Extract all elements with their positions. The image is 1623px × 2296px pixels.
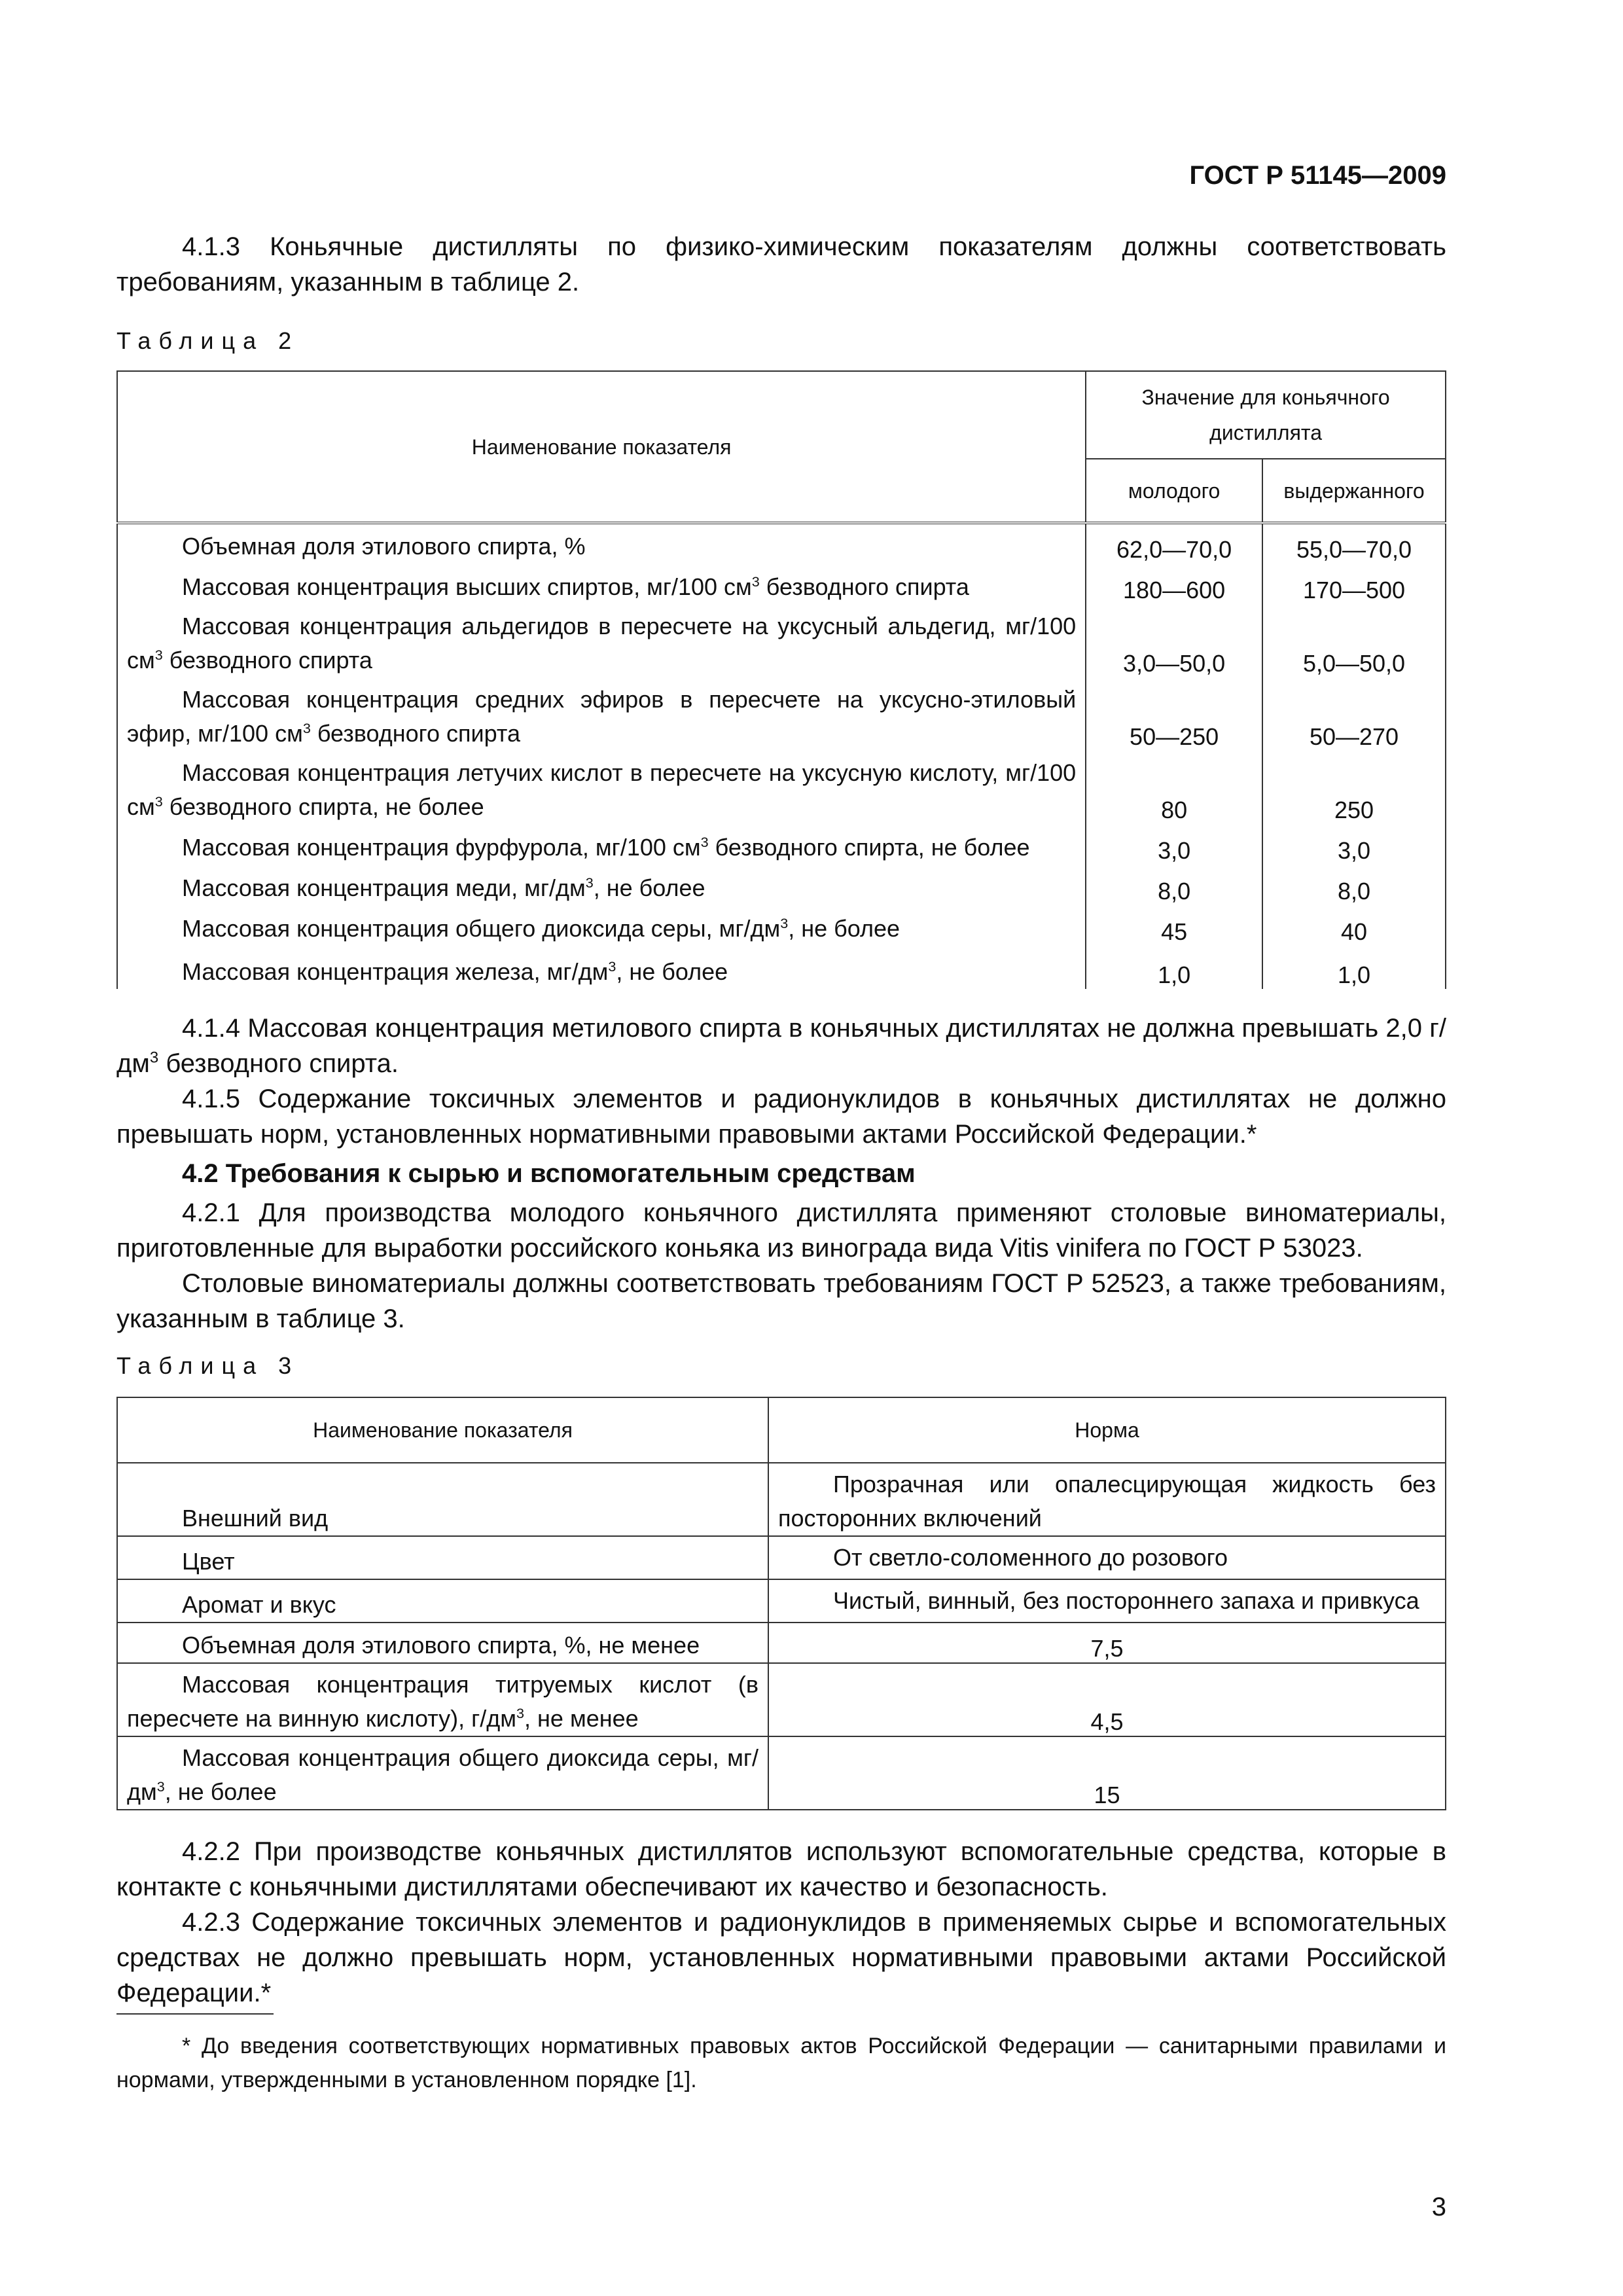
value-aged: 40 <box>1262 905 1446 946</box>
paragraph-4-2-2: 4.2.2 При производстве коньячных дистиллятов используют вспомогательные средства, которые в контакте с коньячными дистиллятами обеспечивают их качество и безопасность. <box>116 1837 1446 1901</box>
value-aged: 3,0 <box>1262 824 1446 865</box>
value-young: 45 <box>1086 905 1262 946</box>
table3-caption: Таблица 3 <box>116 1352 300 1379</box>
table-row <box>117 1579 1446 1623</box>
indicator-name: Массовая концентрация общего диоксида серы, $мг/дм^3$, не более <box>117 905 1086 946</box>
page-number: 3 <box>1431 2193 1446 2221</box>
footnote: * До введения соответствующих нормативных правовых актов Российской Федерации — санитарными правилами и нормами, утвержденными в установленном порядке [1]. <box>116 2034 1446 2092</box>
indicator-name: Массовая концентрация железа, $мг/дм^3$, не более <box>117 946 1086 989</box>
table-row <box>117 1536 1446 1579</box>
paragraph-4-2-1: 4.2.1 Для производства молодого коньячного дистиллята применяют столовые виноматериалы, приготовленные для выработки российского коньяка из винограда вида Vitis vinifera по ГОСТ Р 53023. <box>116 1198 1446 1263</box>
table-row <box>117 1623 1446 1663</box>
norm-value: 7,5 <box>768 1623 1446 1663</box>
norm-value: Прозрачная или опалесцирующая жидкость без посторонних включений <box>768 1463 1446 1536</box>
norm-value: 4,5 <box>768 1663 1446 1736</box>
footnote-separator <box>116 2013 274 2015</box>
document-header: ГОСТ Р 51145—2009 <box>1189 161 1446 190</box>
table3-header-name: Наименование показателя <box>117 1397 768 1463</box>
indicator-name: Массовая концентрация фурфурола, мг/100 $см^3$ безводного спирта, не более <box>117 824 1086 865</box>
table-row <box>117 1463 1446 1536</box>
document-page <box>116 0 1446 2296</box>
value-young: 3,0—50,0 <box>1086 604 1262 677</box>
value-young: 80 <box>1086 751 1262 824</box>
value-young: 1,0 <box>1086 946 1262 989</box>
table-row <box>117 824 1446 865</box>
indicator-name: Аромат и вкус <box>117 1579 768 1623</box>
table-row <box>117 564 1446 604</box>
table-row <box>117 865 1446 905</box>
value-aged: 50—270 <box>1262 677 1446 751</box>
table-row <box>117 677 1446 751</box>
paragraph-4-1-4: 4.1.4 Массовая концентрация метилового спирта в коньячных дистиллятах не должна превышать 2,0 $г/дм^3$ безводного спирта. <box>116 1014 1446 1078</box>
table2-caption: Таблица 2 <box>116 327 300 354</box>
indicator-name: Массовая концентрация общего диоксида серы, $мг/дм^3$, не более <box>117 1736 768 1810</box>
table-2 <box>116 370 1446 989</box>
value-aged: 5,0—50,0 <box>1262 604 1446 677</box>
table2-header-aged: выдержанного <box>1262 459 1446 523</box>
value-aged: 8,0 <box>1262 865 1446 905</box>
indicator-name: Объемная доля этилового спирта, %, не менее <box>117 1623 768 1663</box>
indicator-name: Цвет <box>117 1536 768 1579</box>
indicator-name: Массовая концентрация средних эфиров в пересчете на уксусно-этиловый эфир, мг/100 $см^3$ безводного спирта <box>117 677 1086 751</box>
table-row <box>117 1736 1446 1810</box>
value-young: 50—250 <box>1086 677 1262 751</box>
heading-4-2: 4.2 Требования к сырью и вспомогательным средствам <box>182 1159 916 1188</box>
table-row <box>117 751 1446 824</box>
value-young: 62,0—70,0 <box>1086 523 1262 564</box>
table-row <box>117 946 1446 989</box>
paragraph-4-1-5: 4.1.5 Содержание токсичных элементов и радионуклидов в коньячных дистиллятах не должно превышать норм, установленных нормативными правовыми актами Российской Федерации.* <box>116 1085 1446 1149</box>
indicator-name: Массовая концентрация высших спиртов, мг/100 $см^3$ безводного спирта <box>117 564 1086 604</box>
value-aged: 250 <box>1262 751 1446 824</box>
paragraph-4-2-3: 4.2.3 Содержание токсичных элементов и радионуклидов в применяемых сырье и вспомогательных средствах не должно превышать норм, установленных нормативными правовыми актами Российской Федерации.* <box>116 1908 1446 2007</box>
value-aged: 55,0—70,0 <box>1262 523 1446 564</box>
indicator-name: Массовая концентрация титруемых кислот (в пересчете на винную кислоту), $г/дм^3$, не менее <box>117 1663 768 1736</box>
table3-header-norm: Норма <box>768 1397 1446 1463</box>
table-row <box>117 604 1446 677</box>
paragraph-4-1-3: 4.1.3 Коньячные дистилляты по физико-химическим показателям должны соответствовать требованиям, указанным в таблице 2. <box>116 232 1446 296</box>
table-3 <box>116 1397 1446 1810</box>
value-young: 3,0 <box>1086 824 1262 865</box>
indicator-name: Массовая концентрация летучих кислот в пересчете на уксусную кислоту, мг/100 $см^3$ безводного спирта, не более <box>117 751 1086 824</box>
value-aged: 1,0 <box>1262 946 1446 989</box>
table2-header-young: молодого <box>1086 459 1262 523</box>
table2-header-name: Наименование показателя <box>117 371 1086 523</box>
table-row <box>117 523 1446 564</box>
table2-header-value: Значение для коньячного дистиллята <box>1086 371 1446 459</box>
table-row <box>117 905 1446 946</box>
table-row <box>117 1663 1446 1736</box>
value-young: 180—600 <box>1086 564 1262 604</box>
norm-value: 15 <box>768 1736 1446 1810</box>
paragraph-4-2-1-b: Столовые виноматериалы должны соответствовать требованиям ГОСТ Р 52523, а также требованиям, указанным в таблице 3. <box>116 1269 1446 1333</box>
indicator-name: Массовая концентрация меди, $мг/дм^3$, не более <box>117 865 1086 905</box>
indicator-name: Объемная доля этилового спирта, % <box>117 523 1086 564</box>
norm-value: Чистый, винный, без постороннего запаха и привкуса <box>768 1579 1446 1623</box>
value-aged: 170—500 <box>1262 564 1446 604</box>
indicator-name: Массовая концентрация альдегидов в пересчете на уксусный альдегид, мг/100 $см^3$ безводного спирта <box>117 604 1086 677</box>
indicator-name: Внешний вид <box>117 1463 768 1536</box>
value-young: 8,0 <box>1086 865 1262 905</box>
norm-value: От светло-соломенного до розового <box>768 1536 1446 1579</box>
